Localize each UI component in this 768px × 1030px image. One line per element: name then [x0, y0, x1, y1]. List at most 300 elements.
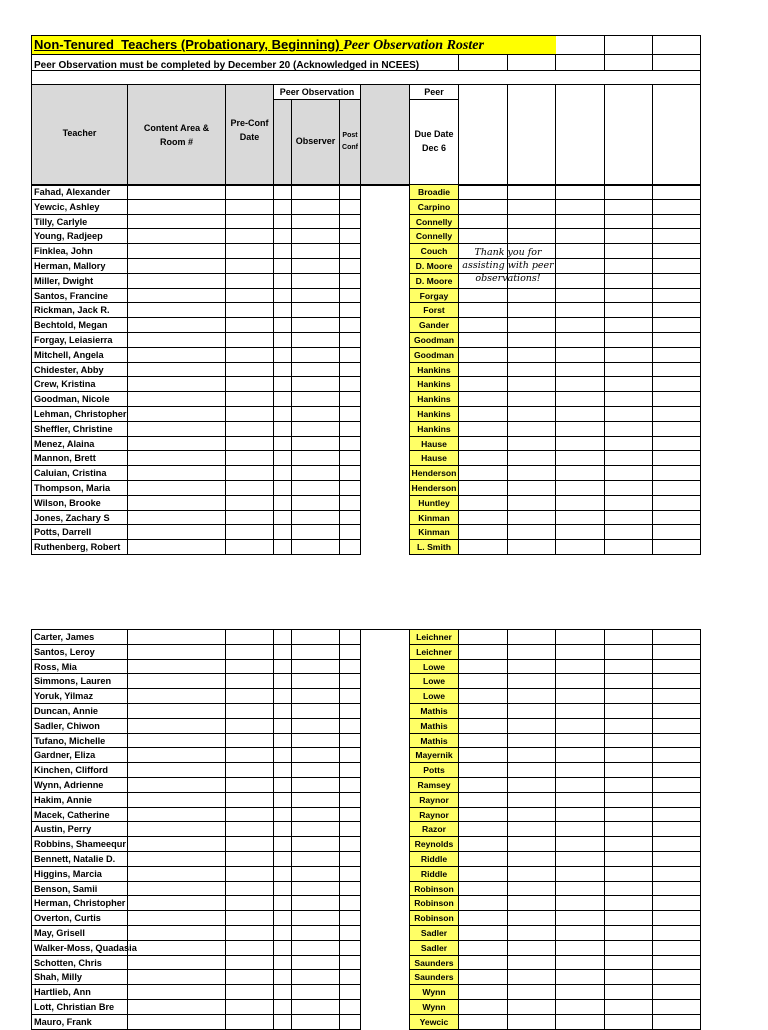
- empty-cell: [292, 748, 340, 763]
- empty-cell: [653, 274, 701, 289]
- empty-cell: [605, 525, 653, 540]
- empty-cell: [226, 496, 274, 511]
- empty-cell: [292, 525, 340, 540]
- roster-row: [31, 689, 701, 704]
- roster-row: [31, 289, 701, 304]
- empty-cell: [274, 422, 292, 437]
- teacher-name: Kinchen, Clifford: [31, 763, 128, 778]
- empty-cell: [556, 763, 605, 778]
- empty-cell: [653, 1000, 701, 1015]
- empty-cell: [340, 274, 361, 289]
- gap-cell: [361, 496, 410, 511]
- peer-due-name: Hankins: [410, 363, 459, 378]
- empty-cell: [128, 363, 226, 378]
- empty-cell: [459, 719, 508, 734]
- empty-cell: [459, 837, 508, 852]
- peer-due-name: Mathis: [410, 734, 459, 749]
- teacher-name: Wilson, Brooke: [31, 496, 128, 511]
- gap-cell: [361, 1000, 410, 1015]
- empty-cell: [292, 970, 340, 985]
- empty-cell: [556, 882, 605, 897]
- roster-row: [31, 525, 701, 540]
- empty-cell: [459, 496, 508, 511]
- empty-cell: [226, 511, 274, 526]
- empty-cell: [556, 437, 605, 452]
- empty-cell: [556, 451, 605, 466]
- empty-cell: [508, 496, 556, 511]
- roster-row: [31, 377, 701, 392]
- empty-cell: [556, 392, 605, 407]
- teacher-name: Ruthenberg, Robert: [31, 540, 128, 555]
- peer-due-name: Robinson: [410, 896, 459, 911]
- gap-cell: [361, 674, 410, 689]
- empty-cell: [653, 407, 701, 422]
- roster-row: [31, 229, 701, 244]
- header-observer: [292, 100, 340, 186]
- empty-cell: [459, 303, 508, 318]
- empty-cell: [292, 215, 340, 230]
- teacher-name: Caluian, Cristina: [31, 466, 128, 481]
- empty-cell: [340, 185, 361, 200]
- empty-cell: [556, 896, 605, 911]
- gap-cell: [361, 215, 410, 230]
- empty-cell: [292, 407, 340, 422]
- empty-cell: [340, 882, 361, 897]
- empty-cell: [128, 259, 226, 274]
- empty-cell: [605, 911, 653, 926]
- empty-cell: [226, 451, 274, 466]
- teacher-name: Walker-Moss, Quadasia: [31, 941, 128, 956]
- empty-cell: [508, 630, 556, 645]
- empty-cell: [128, 451, 226, 466]
- empty-cell: [605, 660, 653, 675]
- empty-cell: [508, 926, 556, 941]
- empty-cell: [556, 852, 605, 867]
- peer-due-name: Broadie: [410, 185, 459, 200]
- empty-cell: [605, 303, 653, 318]
- gap-cell: [361, 985, 410, 1000]
- peer-due-name: Mathis: [410, 719, 459, 734]
- empty-cell: [556, 540, 605, 555]
- empty-cell: [653, 511, 701, 526]
- empty-cell: [653, 540, 701, 555]
- empty-cell: [292, 259, 340, 274]
- empty-cell: [128, 882, 226, 897]
- empty-cell: [605, 540, 653, 555]
- gap-cell: [361, 303, 410, 318]
- empty-cell: [340, 333, 361, 348]
- empty-cell: [556, 867, 605, 882]
- empty-cell: [274, 852, 292, 867]
- teacher-name: Robbins, Shameequr: [31, 837, 128, 852]
- empty-cell: [274, 496, 292, 511]
- empty-cell: [605, 289, 653, 304]
- empty-cell: [508, 511, 556, 526]
- empty-cell: [653, 926, 701, 941]
- empty-cell: [292, 630, 340, 645]
- empty-cell: [508, 525, 556, 540]
- empty-cell: [274, 689, 292, 704]
- empty-cell: [459, 229, 508, 244]
- empty-cell: [653, 763, 701, 778]
- empty-cell: [653, 778, 701, 793]
- empty-cell: [340, 289, 361, 304]
- teacher-name: May, Grisell: [31, 926, 128, 941]
- blank-cell: [459, 55, 508, 71]
- gap-cell: [361, 719, 410, 734]
- empty-cell: [128, 185, 226, 200]
- empty-cell: [459, 867, 508, 882]
- empty-cell: [226, 274, 274, 289]
- empty-cell: [292, 941, 340, 956]
- peer-due-name: Robinson: [410, 911, 459, 926]
- empty-cell: [128, 348, 226, 363]
- gap-cell: [361, 392, 410, 407]
- blank-cell: [508, 55, 556, 71]
- roster-row: [31, 837, 701, 852]
- empty-cell: [292, 896, 340, 911]
- teacher-name: Goodman, Nicole: [31, 392, 128, 407]
- empty-cell: [292, 1015, 340, 1030]
- empty-cell: [508, 333, 556, 348]
- header-gap: [361, 85, 410, 186]
- empty-cell: [292, 244, 340, 259]
- spacer-cell: [31, 71, 701, 85]
- teacher-name: Jones, Zachary S: [31, 511, 128, 526]
- teacher-name: Higgins, Marcia: [31, 867, 128, 882]
- roster-row: [31, 318, 701, 333]
- empty-cell: [274, 660, 292, 675]
- empty-cell: [653, 674, 701, 689]
- gap-cell: [361, 244, 410, 259]
- empty-cell: [274, 215, 292, 230]
- empty-cell: [226, 793, 274, 808]
- gap-cell: [361, 348, 410, 363]
- empty-cell: [128, 377, 226, 392]
- teacher-name: Santos, Francine: [31, 289, 128, 304]
- empty-cell: [340, 540, 361, 555]
- roster-row: [31, 437, 701, 452]
- empty-cell: [128, 689, 226, 704]
- empty-cell: [653, 719, 701, 734]
- empty-cell: [508, 837, 556, 852]
- empty-cell: [459, 318, 508, 333]
- empty-cell: [605, 496, 653, 511]
- empty-cell: [556, 660, 605, 675]
- empty-cell: [292, 882, 340, 897]
- peer-due-name: Mayernik: [410, 748, 459, 763]
- column-header-row: [31, 85, 701, 186]
- spacer-row: [31, 71, 701, 85]
- empty-cell: [459, 511, 508, 526]
- empty-cell: [292, 466, 340, 481]
- peer-due-name: Connelly: [410, 215, 459, 230]
- empty-cell: [653, 451, 701, 466]
- empty-cell: [605, 941, 653, 956]
- empty-cell: [653, 481, 701, 496]
- teacher-name: Fahad, Alexander: [31, 185, 128, 200]
- empty-cell: [508, 956, 556, 971]
- roster-row: [31, 185, 701, 200]
- roster-row: [31, 274, 701, 289]
- roster-row: [31, 896, 701, 911]
- empty-cell: [226, 748, 274, 763]
- empty-cell: [605, 511, 653, 526]
- empty-cell: [605, 793, 653, 808]
- empty-cell: [459, 808, 508, 823]
- empty-cell: [340, 259, 361, 274]
- empty-cell: [508, 793, 556, 808]
- gap-cell: [361, 822, 410, 837]
- teacher-name: Yoruk, Yilmaz: [31, 689, 128, 704]
- empty-cell: [605, 274, 653, 289]
- blank-cell: [653, 85, 701, 186]
- empty-cell: [128, 778, 226, 793]
- empty-cell: [128, 645, 226, 660]
- teacher-name: Menez, Alaina: [31, 437, 128, 452]
- empty-cell: [508, 215, 556, 230]
- empty-cell: [653, 303, 701, 318]
- empty-cell: [226, 808, 274, 823]
- empty-cell: [459, 630, 508, 645]
- empty-cell: [274, 867, 292, 882]
- empty-cell: [292, 481, 340, 496]
- peer-due-name: Yewcic: [410, 1015, 459, 1030]
- gap-cell: [361, 763, 410, 778]
- empty-cell: [556, 941, 605, 956]
- empty-cell: [508, 200, 556, 215]
- peer-due-name: Robinson: [410, 882, 459, 897]
- roster-row: [31, 496, 701, 511]
- empty-cell: [274, 377, 292, 392]
- roster-section-2: [31, 629, 701, 1030]
- empty-cell: [340, 1015, 361, 1030]
- roster-row: [31, 985, 701, 1000]
- gap-cell: [361, 274, 410, 289]
- teacher-name: Tilly, Carlyle: [31, 215, 128, 230]
- empty-cell: [508, 348, 556, 363]
- empty-cell: [508, 437, 556, 452]
- empty-cell: [459, 215, 508, 230]
- gap-cell: [361, 956, 410, 971]
- peer-due-name: Gander: [410, 318, 459, 333]
- empty-cell: [292, 363, 340, 378]
- header-peer-observation-label: Peer Observation: [279, 87, 355, 97]
- empty-cell: [556, 363, 605, 378]
- thank-you-note: Thank you for assisting with peer observations!: [462, 247, 554, 284]
- roster-row: [31, 259, 701, 274]
- empty-cell: [340, 244, 361, 259]
- roster-row: [31, 200, 701, 215]
- header-preconf-label: Pre-Conf Date: [230, 118, 269, 142]
- teacher-name: Mauro, Frank: [31, 1015, 128, 1030]
- gap-cell: [361, 837, 410, 852]
- roster-row: [31, 348, 701, 363]
- empty-cell: [508, 911, 556, 926]
- empty-cell: [274, 1000, 292, 1015]
- empty-cell: [226, 392, 274, 407]
- empty-cell: [274, 778, 292, 793]
- empty-cell: [508, 808, 556, 823]
- gap-cell: [361, 185, 410, 200]
- empty-cell: [128, 985, 226, 1000]
- empty-cell: [274, 837, 292, 852]
- empty-cell: [274, 392, 292, 407]
- roster-row: [31, 763, 701, 778]
- empty-cell: [340, 867, 361, 882]
- empty-cell: [653, 259, 701, 274]
- empty-cell: [128, 1000, 226, 1015]
- empty-cell: [274, 244, 292, 259]
- empty-cell: [226, 215, 274, 230]
- empty-cell: [128, 748, 226, 763]
- empty-cell: [226, 630, 274, 645]
- empty-cell: [128, 941, 226, 956]
- gap-cell: [361, 540, 410, 555]
- empty-cell: [128, 496, 226, 511]
- empty-cell: [653, 970, 701, 985]
- empty-cell: [459, 363, 508, 378]
- empty-cell: [556, 748, 605, 763]
- empty-cell: [653, 704, 701, 719]
- empty-cell: [292, 511, 340, 526]
- teacher-name: Santos, Leroy: [31, 645, 128, 660]
- teacher-name: Young, Radjeep: [31, 229, 128, 244]
- gap-cell: [361, 689, 410, 704]
- teacher-name: Potts, Darrell: [31, 525, 128, 540]
- empty-cell: [459, 734, 508, 749]
- empty-cell: [340, 303, 361, 318]
- empty-cell: [653, 852, 701, 867]
- empty-cell: [128, 837, 226, 852]
- empty-cell: [508, 734, 556, 749]
- empty-cell: [292, 852, 340, 867]
- empty-cell: [508, 422, 556, 437]
- empty-cell: [274, 185, 292, 200]
- title-text: Non-Tenured Teachers (Probationary, Beginning): [34, 37, 344, 52]
- empty-cell: [274, 956, 292, 971]
- empty-cell: [274, 941, 292, 956]
- empty-cell: [292, 318, 340, 333]
- gap-cell: [361, 333, 410, 348]
- empty-cell: [605, 392, 653, 407]
- teacher-name: Herman, Mallory: [31, 259, 128, 274]
- title-row: [31, 35, 701, 55]
- empty-cell: [128, 392, 226, 407]
- gap-cell: [361, 451, 410, 466]
- empty-cell: [508, 185, 556, 200]
- empty-cell: [508, 229, 556, 244]
- empty-cell: [605, 837, 653, 852]
- empty-cell: [292, 985, 340, 1000]
- empty-cell: [226, 229, 274, 244]
- empty-cell: [226, 689, 274, 704]
- empty-cell: [128, 215, 226, 230]
- empty-cell: [292, 422, 340, 437]
- teacher-name: Bechtold, Megan: [31, 318, 128, 333]
- empty-cell: [459, 437, 508, 452]
- empty-cell: [226, 437, 274, 452]
- empty-cell: [653, 1015, 701, 1030]
- empty-cell: [226, 660, 274, 675]
- blank-cell: [508, 85, 556, 186]
- empty-cell: [508, 377, 556, 392]
- empty-cell: [292, 377, 340, 392]
- empty-cell: [274, 363, 292, 378]
- empty-cell: [274, 333, 292, 348]
- empty-cell: [340, 215, 361, 230]
- gap-cell: [361, 970, 410, 985]
- peer-due-name: Hause: [410, 451, 459, 466]
- empty-cell: [508, 704, 556, 719]
- empty-cell: [508, 466, 556, 481]
- empty-cell: [508, 822, 556, 837]
- empty-cell: [274, 911, 292, 926]
- empty-cell: [340, 674, 361, 689]
- empty-cell: [653, 363, 701, 378]
- teacher-name: Bennett, Natalie D.: [31, 852, 128, 867]
- teacher-name: Herman, Christopher: [31, 896, 128, 911]
- empty-cell: [556, 303, 605, 318]
- empty-cell: [274, 229, 292, 244]
- empty-cell: [605, 748, 653, 763]
- peer-due-name: Henderson: [410, 466, 459, 481]
- peer-due-name: Forst: [410, 303, 459, 318]
- empty-cell: [605, 244, 653, 259]
- peer-due-name: Reynolds: [410, 837, 459, 852]
- empty-cell: [459, 289, 508, 304]
- empty-cell: [653, 793, 701, 808]
- roster-row: [31, 422, 701, 437]
- empty-cell: [226, 867, 274, 882]
- blank-cell: [459, 85, 508, 186]
- empty-cell: [340, 496, 361, 511]
- empty-cell: [128, 896, 226, 911]
- empty-cell: [605, 407, 653, 422]
- empty-cell: [340, 200, 361, 215]
- empty-cell: [340, 437, 361, 452]
- empty-cell: [556, 1000, 605, 1015]
- peer-due-name: Hankins: [410, 422, 459, 437]
- empty-cell: [556, 185, 605, 200]
- empty-cell: [226, 481, 274, 496]
- empty-cell: [605, 719, 653, 734]
- empty-cell: [653, 392, 701, 407]
- header-content-label: Content Area & Room #: [143, 123, 210, 147]
- gap-cell: [361, 407, 410, 422]
- empty-cell: [459, 645, 508, 660]
- empty-cell: [274, 793, 292, 808]
- empty-cell: [274, 451, 292, 466]
- empty-cell: [274, 630, 292, 645]
- empty-cell: [459, 778, 508, 793]
- empty-cell: [128, 466, 226, 481]
- roster-row: [31, 867, 701, 882]
- empty-cell: [340, 852, 361, 867]
- empty-cell: [340, 348, 361, 363]
- header-postconf: [340, 100, 361, 186]
- empty-cell: [556, 348, 605, 363]
- empty-cell: [653, 941, 701, 956]
- empty-cell: [128, 719, 226, 734]
- gap-cell: [361, 259, 410, 274]
- peer-due-name: Connelly: [410, 229, 459, 244]
- teacher-name: Sheffler, Christine: [31, 422, 128, 437]
- empty-cell: [226, 422, 274, 437]
- empty-cell: [459, 185, 508, 200]
- empty-cell: [274, 1015, 292, 1030]
- empty-cell: [274, 926, 292, 941]
